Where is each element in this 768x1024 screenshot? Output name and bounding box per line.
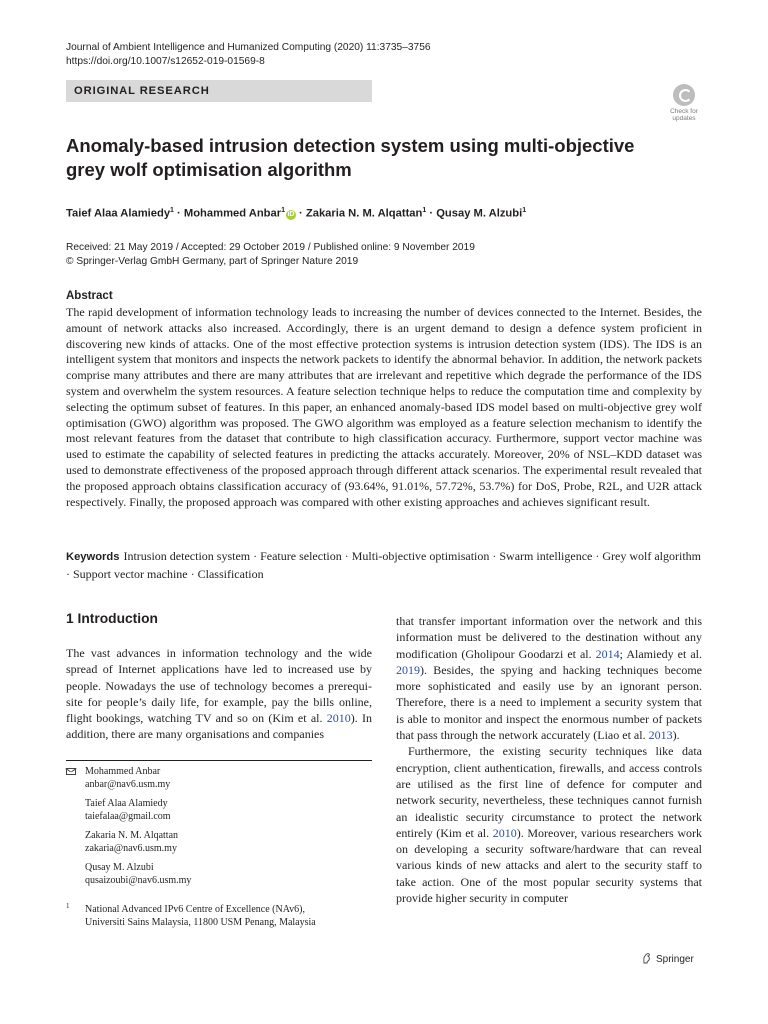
- citation-link[interactable]: 2010: [492, 825, 517, 840]
- contact-email[interactable]: zakaria@nav6.usm.my: [85, 842, 177, 854]
- author-name[interactable]: Qusay M. Alzubi: [436, 207, 523, 220]
- paragraph: [396, 743, 702, 906]
- body-text: ). Moreover, various researchers work on developing a security software/hardware that can reveal various kinds of new attacks and alert to the security staff to take action. One of the most popular security systems that provide higher security in computer: [396, 825, 702, 906]
- author-separator: ·: [295, 207, 306, 220]
- affiliation-line: National Advanced IPv6 Centre of Excellence (NAv6),: [85, 904, 306, 915]
- body-text: The vast advances in information technology and the wide spread of Internet applications have led to increased use by people. Nowadays the use of technology becomes a prerequisite for people’s daily life, for example, pay the bills online, flight bookings, watching TV and so on (Kim et al.: [66, 646, 372, 726]
- author-separator: ·: [173, 207, 184, 220]
- contact-entry: [85, 830, 372, 855]
- affiliation-footnote: [66, 903, 372, 929]
- paper-title: Anomaly-based intrusion detection system using multi-objective grey wolf optimisation algorithm: [66, 135, 635, 180]
- orcid-icon[interactable]: iD: [287, 210, 295, 218]
- body-text: that transfer important information over the network and this information must be delivered to the destination without any modification (Gholipour Goodarzi et al.: [396, 614, 702, 661]
- check-updates-icon: [673, 84, 695, 106]
- envelope-icon: [66, 768, 76, 775]
- body-text: ; Alamiedy et al.: [619, 646, 702, 661]
- author-affil-sup: 1: [170, 207, 174, 214]
- affiliation-number: 1: [66, 902, 70, 910]
- author-name[interactable]: Mohammed Anbar: [183, 207, 282, 220]
- journal-header: [66, 41, 431, 69]
- contact-email[interactable]: anbar@nav6.usm.my: [85, 778, 171, 790]
- publisher-name: Springer: [656, 954, 694, 965]
- author-separator: ·: [426, 207, 437, 220]
- received-accepted-dates: Received: 21 May 2019 / Accepted: 29 October 2019 / Published online: 9 November 2019: [66, 242, 475, 253]
- keywords-label: Keywords: [66, 551, 120, 563]
- springer-horse-icon: [641, 952, 653, 964]
- contact-entry: [85, 766, 372, 791]
- author-list: [66, 203, 526, 222]
- contact-entry: [85, 798, 372, 823]
- affiliation-line: Universiti Sains Malaysia, 11800 USM Penang, Malaysia: [85, 917, 316, 928]
- contact-email[interactable]: taiefalaa@gmail.com: [85, 810, 171, 822]
- body-text: ). Besides, the spying and hacking techniques become more sophisticated and easily use by an ignorant person. Therefore, there is a need to implement a security system that is able to monitor and inspect the enormous number of packets that pass through the network accurately (Liao et al.: [396, 662, 702, 743]
- publisher-logo: [641, 952, 694, 967]
- abstract-heading: Abstract: [66, 290, 113, 302]
- abstract-text: The rapid development of information technology leads to increasing the number of devices connected to the Internet. Besides, the amount of network attacks also increased. Accordingly, there is an urgent demand to design a defence system proficient in discovering new kinds of attacks. One of the most effective protection systems is intrusion detection system (IDS). The IDS is an intelligent system that monitors and inspects the network packets to identify the abnormal behavior. In addition, the network packets comprise many attributes and there are many attributes that are irrelevant and repetitive which degrade the performance of the IDS system and overwhelm the system resources. A feature selection technique helps to reduce the computation time and complexity by selecting the optimum subset of features. In this paper, an enhanced anomaly-based IDS model based on multi-objective grey wolf optimisation (GWO) algorithm was proposed. The GWO algorithm was employed as a feature selection mechanism to identify the most relevant features from the dataset that contribute to high classification accuracy. Furthermore, support vector machine was used to estimate the capability of selected features in predicting the attacks accurately. Moreover, 20% of NSL–KDD dataset was used to demonstrate effectiveness of the proposed approach through different attack scenarios. The experimental result revealed that the proposed approach obtains classification accuracy of (93.64%, 91.01%, 57.72%, 53.7%) for DoS, Probe, R2L, and U2R attack respectively. Finally, the proposed approach was compared with other existing approaches and achieves significant result.: [66, 305, 702, 509]
- section-heading-introduction: 1 Introduction: [66, 611, 158, 626]
- contact-name: Taief Alaa Alamiedy: [85, 798, 168, 809]
- check-updates-label: Check for updates: [670, 108, 698, 122]
- copyright-line: © Springer-Verlag GmbH Germany, part of Springer Nature 2019: [66, 256, 359, 267]
- publication-history: [66, 241, 475, 269]
- body-text: ).: [672, 728, 680, 743]
- author-affil-sup: 1: [422, 207, 427, 214]
- citation-link[interactable]: 2019: [396, 662, 420, 677]
- citation-link[interactable]: 2013: [648, 728, 673, 743]
- doi-link[interactable]: https://doi.org/10.1007/s12652-019-01569-8: [66, 56, 265, 67]
- author-name[interactable]: Taief Alaa Alamiedy: [66, 207, 171, 220]
- citation-link[interactable]: 2010: [326, 711, 351, 726]
- corresponding-contacts: [66, 766, 372, 894]
- journal-citation: Journal of Ambient Intelligence and Humanized Computing (2020) 11:3735–3756: [66, 42, 431, 53]
- author-affil-sup: 1: [522, 207, 527, 214]
- contact-name: Mohammed Anbar: [85, 766, 161, 777]
- check-for-updates-badge[interactable]: [666, 84, 702, 124]
- author-name[interactable]: Zakaria N. M. Alqattan: [305, 207, 423, 220]
- contact-entry: [85, 862, 372, 887]
- body-text: ). In addition, there are many organisations and companies: [66, 711, 372, 742]
- affiliation-text: [85, 903, 372, 929]
- contact-name: Qusay M. Alzubi: [85, 862, 154, 873]
- body-text: Furthermore, the existing security techniques like data encryption, client authentication, firewalls, and access controls are utilised as the first line of defence for computer and network security, nevertheless, these techniques cannot furnish an idealistic security circumstance to protect the network entirely (Kim et al.: [396, 744, 702, 840]
- article-type-banner: ORIGINAL RESEARCH: [66, 80, 372, 102]
- keywords-text: Intrusion detection system · Feature selection · Multi-objective optimisation · Swarm intelligence · Grey wolf algorithm · Support vector machine · Classification: [66, 549, 701, 581]
- footnote-divider: [66, 760, 372, 761]
- keywords: [66, 548, 702, 583]
- citation-link[interactable]: 2014: [595, 646, 620, 661]
- contact-name: Zakaria N. M. Alqattan: [85, 830, 179, 841]
- contact-email[interactable]: qusaizoubi@nav6.usm.my: [85, 874, 192, 886]
- body-column-right: [396, 613, 702, 906]
- body-column-left: [66, 645, 372, 743]
- author-affil-sup: 1: [281, 207, 285, 214]
